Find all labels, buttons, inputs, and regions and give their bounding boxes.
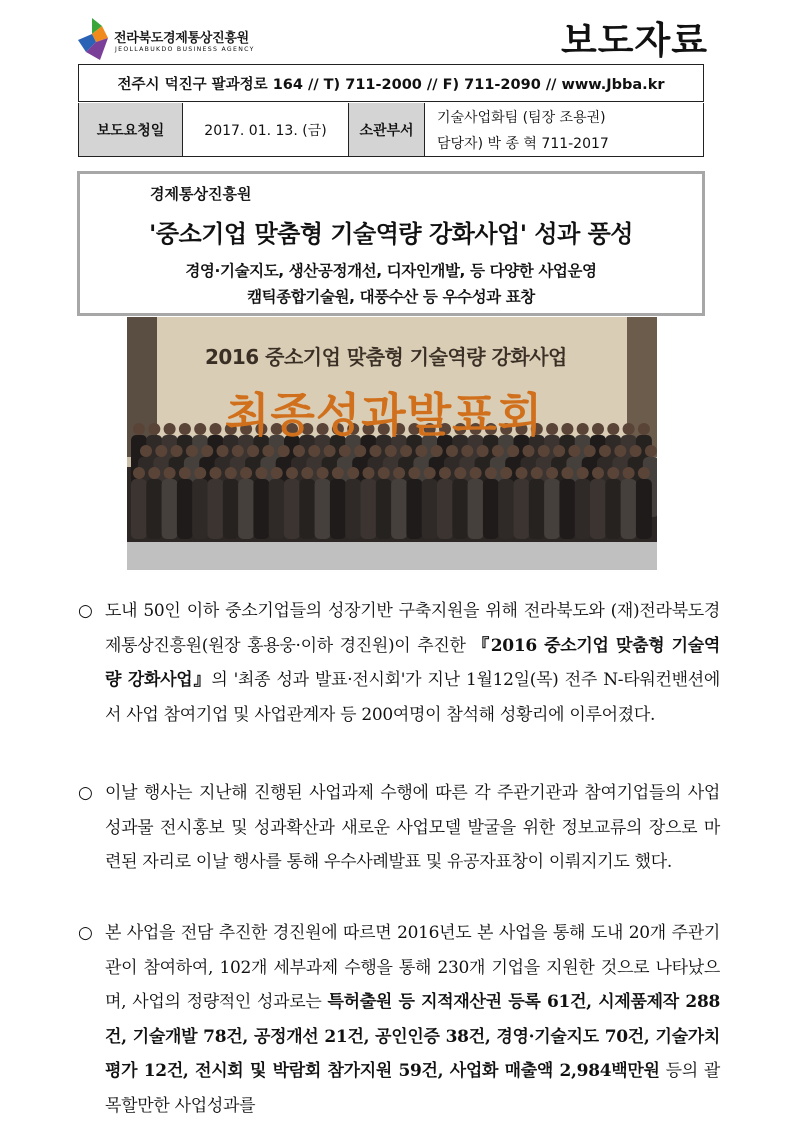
photo-banner-line-1: 2016 중소기업 맞춤형 기술역량 강화사업	[205, 345, 567, 369]
bullet-icon: ○	[78, 923, 93, 943]
department-team: 기술사업화팀 (팀장 조용권)	[437, 109, 606, 126]
department-label: 소관부서	[349, 103, 425, 156]
headline-kicker: 경제통상진흥원	[150, 185, 252, 203]
bullet-icon: ○	[78, 783, 93, 803]
press-release-title: 보도자료	[561, 19, 708, 62]
request-date-label: 보도요청일	[79, 103, 183, 156]
headline-box	[77, 171, 705, 316]
paragraph-3	[78, 916, 720, 1123]
bullet-icon: ○	[78, 601, 93, 621]
photo-banner-line-2: 최종성과발표회	[225, 388, 544, 442]
department-contact: 담당자) 박 종 혁 711-2017	[437, 135, 609, 152]
headline-subtitle-1: 경영·기술지도, 생산공정개선, 디자인개발, 등 다양한 사업운영	[185, 262, 597, 280]
p1-text-c: 의 '최종 성과 발표·전시회'가 지난 1월12일(목) 전주 N-타워컨밴션에서 사업 참여기업 및 사업관계자 등 200여명이 참석해 성황리에 이루어졌다.	[105, 670, 720, 725]
p1-text-a: 도내 50인 이하 중소기업들의 성장기반 구축지원을 위해 전라북도와 (재)전라북도경제통상진흥원(원장 홍용웅·이하 경진원)이 추진한	[105, 601, 720, 656]
p3-text-a: 본 사업을 전담 추진한 경진원에 따르면 2016년도 본 사업을 통해 도내 20개 주관기관이 참여하여, 102개 세부과제 수행을 통해 230개 기업을 지원한 것으로 나타났으며, 사업의 정량적인 성과로는	[105, 923, 720, 1012]
logo-org-name: 전라북도경제통상진흥원	[114, 31, 249, 46]
headline-subtitle-2: 캠틱종합기술원, 대풍수산 등 우수성과 표창	[247, 288, 535, 306]
logo-org-name-en: JEOLLABUKDO BUSINESS AGENCY	[115, 46, 255, 53]
contact-line: 전주시 덕진구 팔과정로 164 // T) 711-2000 // F) 711-2090 // www.Jbba.kr	[117, 76, 665, 93]
p2-text: 이날 행사는 지난해 진행된 사업과제 수행에 따른 각 주관기관과 참여기업들의 사업성과물 전시홍보 및 성과확산과 새로운 사업모델 발굴을 위한 정보교류의 장으로 마련된 자리로 이날 행사를 통해 우수사례발표 및 유공자표창이 이뤄지기도 했다.	[105, 783, 720, 872]
p3-results-highlight: 특허출원 등 지적재산권 등록 61건, 시제품제작 288건, 기술개발 78건, 공정개선 21건, 공인인증 38건, 경영·기술지도 70건, 기술가치평가 12건, 전시회 및 박람회 참가지원 59건, 사업화 매출액 2,984백만원	[105, 992, 721, 1081]
p3-text-c: 등의 괄목할만한 사업성과를	[105, 1061, 721, 1116]
release-info-table	[78, 103, 704, 157]
p1-project-name: 『2016 중소기업 맞춤형 기술역량 강화사업』	[105, 635, 721, 690]
department-info	[425, 103, 703, 156]
event-photo	[127, 317, 657, 570]
paragraph-1	[78, 594, 720, 732]
request-date: 2017. 01. 13. (금)	[183, 103, 349, 156]
agency-logo	[78, 18, 318, 64]
contact-info	[78, 64, 704, 102]
paragraph-2	[78, 776, 720, 880]
logo-mark-icon	[78, 18, 108, 60]
headline-title: '중소기업 맞춤형 기술역량 강화사업' 성과 풍성	[149, 220, 633, 248]
